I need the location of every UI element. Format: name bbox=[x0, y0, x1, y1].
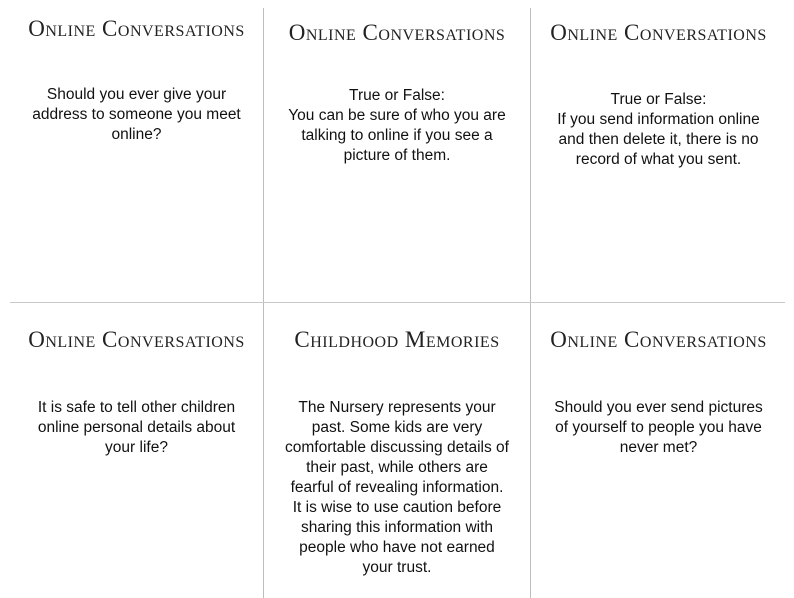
card-online-conversations-personal-details bbox=[10, 303, 263, 598]
card-title: Online Conversations bbox=[288, 20, 506, 45]
card-online-conversations-picture bbox=[264, 8, 530, 302]
card-title: Childhood Memories bbox=[294, 327, 500, 352]
card-online-conversations-send-pictures bbox=[531, 303, 786, 598]
card-question: Should you ever give your address to someone you meet online? bbox=[32, 86, 241, 143]
card-title: Online Conversations bbox=[28, 327, 245, 352]
card-question: True or False: If you send information online and then delete it, there is no record of what you sent. bbox=[557, 91, 760, 168]
card-question: True or False: You can be sure of who you are talking to online if you see a picture of them. bbox=[288, 87, 506, 164]
card-online-conversations-address bbox=[10, 8, 263, 302]
card-online-conversations-delete bbox=[531, 8, 786, 302]
card-title: Online Conversations bbox=[550, 20, 767, 45]
card-title: Online Conversations bbox=[550, 327, 767, 352]
card-description: The Nursery represents your past. Some kids are very comfortable discussing details of their past, while others are fearful of revealing information. It is wise to use caution before sharing this information with people who have not earned your trust. bbox=[284, 399, 509, 576]
card-childhood-memories bbox=[264, 303, 530, 598]
card-question: Should you ever send pictures of yourself to people you have never met? bbox=[554, 399, 763, 456]
card-title: Online Conversations bbox=[28, 16, 245, 41]
card-question: It is safe to tell other children online personal details about your life? bbox=[37, 399, 236, 456]
